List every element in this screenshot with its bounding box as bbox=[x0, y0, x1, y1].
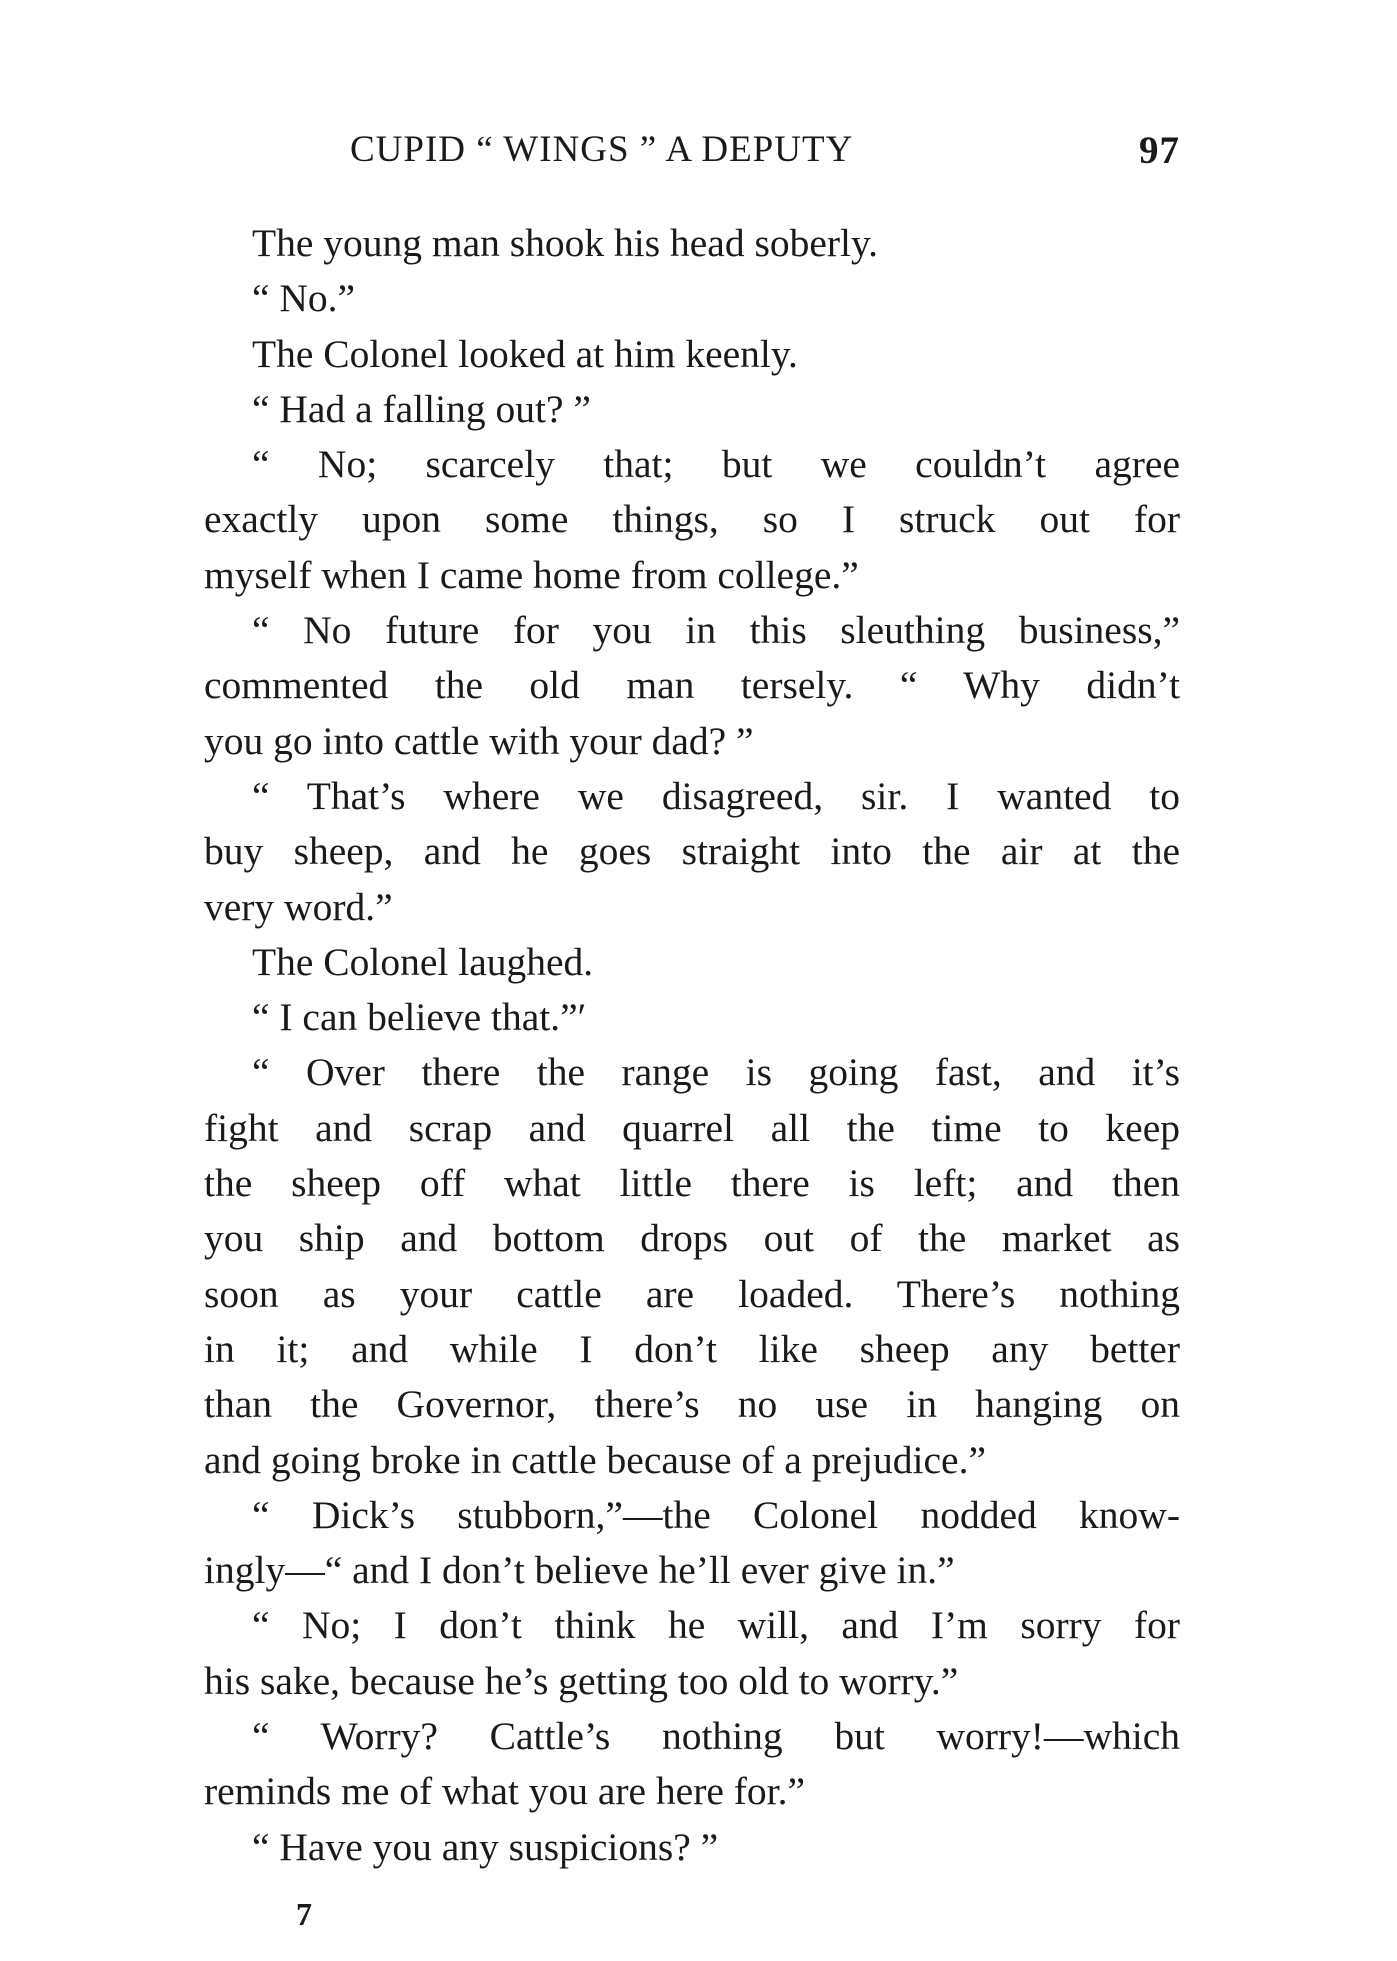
text-line: reminds me of what you are here for.” bbox=[204, 1769, 806, 1814]
text-line: ingly—“ and I don’t believe he’ll ever give in.” bbox=[204, 1548, 955, 1593]
text-line: “ Over there the range is going fast, and it’s bbox=[252, 1050, 1180, 1095]
signature-mark: 7 bbox=[296, 1896, 312, 1932]
paragraph bbox=[204, 935, 1180, 990]
text-line: very word.” bbox=[204, 884, 393, 929]
paragraph bbox=[204, 1709, 1180, 1820]
text-line: than the Governor, there’s no use in hanging on bbox=[204, 1382, 1180, 1427]
text-line: “ I can believe that.”′ bbox=[252, 995, 587, 1040]
paragraph bbox=[204, 216, 1180, 271]
paragraph bbox=[204, 769, 1180, 935]
text-line: you ship and bottom drops out of the market as bbox=[204, 1216, 1180, 1261]
text-line: “ Have you any suspicions? ” bbox=[252, 1824, 719, 1869]
text-line: in it; and while I don’t like sheep any better bbox=[204, 1326, 1180, 1371]
text-line: exactly upon some things, so I struck out for bbox=[204, 497, 1180, 542]
text-line: commented the old man tersely. “ Why didn’t bbox=[204, 663, 1180, 708]
text-line: The Colonel laughed. bbox=[252, 939, 594, 984]
text-line: “ No.” bbox=[252, 276, 356, 321]
text-line: you go into cattle with your dad? ” bbox=[204, 718, 754, 763]
paragraph bbox=[204, 603, 1180, 769]
paragraph bbox=[204, 1820, 1180, 1875]
text-line: The young man shook his head soberly. bbox=[252, 221, 879, 265]
text-line: “ Had a falling out? ” bbox=[252, 386, 591, 431]
text-line: buy sheep, and he goes straight into the air at the bbox=[204, 829, 1180, 874]
paragraph bbox=[204, 1488, 1180, 1599]
paragraph bbox=[204, 990, 1180, 1045]
text-line: “ Worry? Cattle’s nothing but worry!—which bbox=[252, 1714, 1180, 1759]
text-line: soon as your cattle are loaded. There’s nothing bbox=[204, 1271, 1180, 1316]
text-line: fight and scrap and quarrel all the time to keep bbox=[204, 1105, 1180, 1150]
running-head bbox=[350, 128, 1180, 176]
text-line: “ No future for you in this sleuthing business,” bbox=[252, 608, 1180, 653]
paragraph bbox=[204, 327, 1180, 382]
text-line: “ No; scarcely that; but we couldn’t agree bbox=[252, 442, 1180, 487]
paragraph bbox=[204, 1045, 1180, 1487]
body-text bbox=[204, 216, 1180, 1875]
text-line: The Colonel looked at him keenly. bbox=[252, 331, 798, 376]
text-line: “ No; I don’t think he will, and I’m sorry for bbox=[252, 1603, 1180, 1648]
paragraph bbox=[204, 271, 1180, 326]
paragraph bbox=[204, 382, 1180, 437]
text-line: his sake, because he’s getting too old to worry.” bbox=[204, 1658, 959, 1703]
page-number: 97 bbox=[1139, 129, 1180, 172]
running-title: CUPID “ WINGS ” A DEPUTY bbox=[350, 129, 854, 170]
text-line: “ Dick’s stubborn,”—the Colonel nodded know- bbox=[252, 1492, 1180, 1537]
text-line: “ That’s where we disagreed, sir. I wanted to bbox=[252, 773, 1180, 818]
text-line: and going broke in cattle because of a prejudice.” bbox=[204, 1437, 986, 1482]
paragraph bbox=[204, 1598, 1180, 1709]
text-line: the sheep off what little there is left; and then bbox=[204, 1161, 1180, 1206]
text-line: myself when I came home from college.” bbox=[204, 552, 859, 597]
paragraph bbox=[204, 437, 1180, 603]
